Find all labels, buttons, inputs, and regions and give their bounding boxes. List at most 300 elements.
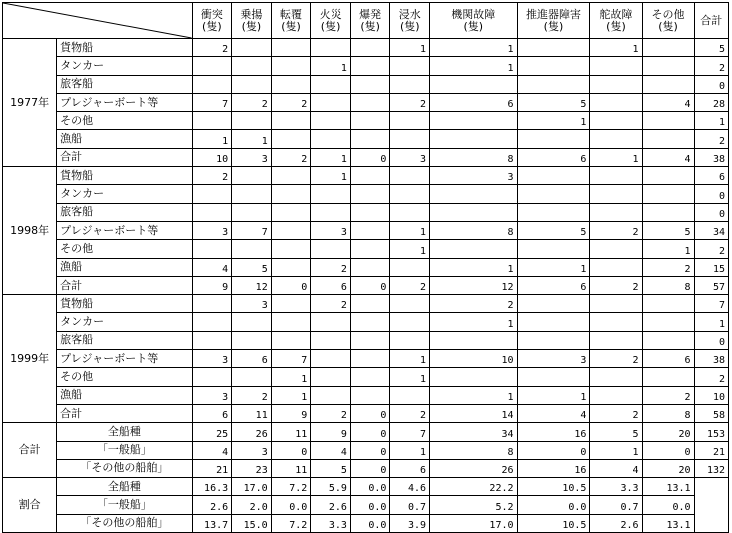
- count-cell: 1: [517, 258, 590, 276]
- row-total-cell: 5: [694, 39, 728, 57]
- table-row: [3, 313, 729, 331]
- ratio-cell: 15.0: [232, 514, 272, 532]
- count-cell: [517, 368, 590, 386]
- count-cell: 10: [430, 350, 517, 368]
- table-row: [3, 39, 729, 57]
- count-cell: [232, 185, 272, 203]
- ship-type-label: タンカー: [57, 57, 192, 75]
- count-cell: [590, 386, 642, 404]
- count-cell: [590, 295, 642, 313]
- count-cell: [642, 313, 694, 331]
- count-cell: [590, 331, 642, 349]
- count-cell: 1: [430, 39, 517, 57]
- table-row: [3, 386, 729, 404]
- count-cell: 6: [390, 459, 430, 477]
- ratio-cell: 4.6: [390, 478, 430, 496]
- row-total-cell: 153: [694, 423, 728, 441]
- count-cell: [390, 331, 430, 349]
- count-cell: [390, 386, 430, 404]
- count-cell: 5: [311, 459, 351, 477]
- count-cell: [517, 185, 590, 203]
- count-cell: [192, 75, 232, 93]
- count-cell: [271, 57, 311, 75]
- table-row: [3, 221, 729, 239]
- row-total-cell: 6: [694, 167, 728, 185]
- table-row: [3, 350, 729, 368]
- count-cell: 2: [311, 258, 351, 276]
- count-cell: [642, 57, 694, 75]
- ratio-cell: 2.6: [192, 496, 232, 514]
- ship-group-label: 全船種: [57, 478, 192, 496]
- ratio-cell: 0.0: [350, 478, 390, 496]
- ratio-cell: 17.0: [232, 478, 272, 496]
- table-row: [3, 423, 729, 441]
- count-cell: 2: [232, 93, 272, 111]
- count-cell: [271, 331, 311, 349]
- ratio-cell: 2.6: [311, 496, 351, 514]
- diagonal-line: [3, 3, 192, 38]
- count-cell: [232, 313, 272, 331]
- row-total-cell: 28: [694, 93, 728, 111]
- count-cell: [192, 240, 232, 258]
- count-cell: 3: [517, 350, 590, 368]
- row-total-cell: 10: [694, 386, 728, 404]
- ratio-cell: 17.0: [430, 514, 517, 532]
- count-cell: [642, 112, 694, 130]
- row-total-cell: 21: [694, 441, 728, 459]
- header-category: 爆発 (隻): [350, 3, 390, 39]
- count-cell: [311, 203, 351, 221]
- ship-type-label: 漁船: [57, 386, 192, 404]
- count-cell: 2: [430, 295, 517, 313]
- row-total-cell: 0: [694, 185, 728, 203]
- row-total-cell: 38: [694, 148, 728, 166]
- count-cell: [642, 39, 694, 57]
- count-cell: 1: [390, 39, 430, 57]
- count-cell: [311, 112, 351, 130]
- count-cell: [232, 368, 272, 386]
- ratio-cell: 7.2: [271, 514, 311, 532]
- count-cell: 9: [192, 276, 232, 294]
- count-cell: [271, 258, 311, 276]
- count-cell: [311, 368, 351, 386]
- count-cell: 23: [232, 459, 272, 477]
- count-cell: 1: [642, 240, 694, 258]
- ship-type-label: プレジャーボート等: [57, 93, 192, 111]
- count-cell: 1: [590, 441, 642, 459]
- count-cell: 1: [390, 441, 430, 459]
- ratio-cell: 5.2: [430, 496, 517, 514]
- count-cell: [642, 368, 694, 386]
- count-cell: 1: [390, 240, 430, 258]
- count-cell: 3: [232, 148, 272, 166]
- count-cell: 2: [271, 93, 311, 111]
- count-cell: 1: [192, 130, 232, 148]
- table-row: [3, 185, 729, 203]
- count-cell: 2: [390, 404, 430, 422]
- ratio-cell: 3.3: [590, 478, 642, 496]
- accident-table: [2, 2, 729, 533]
- ship-type-label: その他: [57, 368, 192, 386]
- count-cell: [232, 240, 272, 258]
- count-cell: 8: [430, 221, 517, 239]
- count-cell: [590, 57, 642, 75]
- count-cell: 2: [390, 93, 430, 111]
- ship-group-label: 「その他の船舶」: [57, 514, 192, 532]
- empty-cell: [694, 478, 728, 533]
- count-cell: 0: [350, 404, 390, 422]
- count-cell: 4: [590, 459, 642, 477]
- count-cell: 1: [430, 57, 517, 75]
- count-cell: 1: [311, 57, 351, 75]
- count-cell: 26: [232, 423, 272, 441]
- count-cell: [350, 39, 390, 57]
- count-cell: 16: [517, 423, 590, 441]
- count-cell: [590, 313, 642, 331]
- count-cell: [430, 112, 517, 130]
- count-cell: [192, 185, 232, 203]
- ship-type-label: 旅客船: [57, 203, 192, 221]
- count-cell: 0: [350, 441, 390, 459]
- count-cell: [590, 75, 642, 93]
- count-cell: 2: [192, 167, 232, 185]
- count-cell: [350, 313, 390, 331]
- count-cell: [390, 75, 430, 93]
- count-cell: 20: [642, 423, 694, 441]
- count-cell: 3: [311, 221, 351, 239]
- count-cell: 14: [430, 404, 517, 422]
- count-cell: [350, 167, 390, 185]
- table-row: [3, 75, 729, 93]
- count-cell: [590, 185, 642, 203]
- count-cell: 6: [430, 93, 517, 111]
- count-cell: [517, 203, 590, 221]
- count-cell: 1: [390, 221, 430, 239]
- year-label: 1999年: [3, 295, 57, 423]
- count-cell: [642, 75, 694, 93]
- count-cell: 1: [430, 386, 517, 404]
- count-cell: [271, 203, 311, 221]
- count-cell: 2: [311, 295, 351, 313]
- ship-type-label: 貨物船: [57, 167, 192, 185]
- count-cell: [271, 167, 311, 185]
- ship-type-label: 漁船: [57, 258, 192, 276]
- count-cell: [271, 313, 311, 331]
- count-cell: 4: [192, 441, 232, 459]
- header-category: 浸水 (隻): [390, 3, 430, 39]
- count-cell: 7: [232, 221, 272, 239]
- count-cell: 7: [192, 93, 232, 111]
- count-cell: 2: [232, 386, 272, 404]
- count-cell: 2: [590, 404, 642, 422]
- count-cell: [642, 331, 694, 349]
- ship-type-label: 合計: [57, 404, 192, 422]
- count-cell: 8: [642, 404, 694, 422]
- count-cell: 1: [390, 368, 430, 386]
- count-cell: [311, 313, 351, 331]
- count-cell: 0: [350, 459, 390, 477]
- ratio-cell: 0.0: [350, 514, 390, 532]
- count-cell: 6: [311, 276, 351, 294]
- count-cell: [590, 258, 642, 276]
- row-total-cell: 1: [694, 313, 728, 331]
- ship-type-label: 合計: [57, 276, 192, 294]
- count-cell: [390, 313, 430, 331]
- row-total-cell: 34: [694, 221, 728, 239]
- table-row: [3, 57, 729, 75]
- count-cell: [232, 203, 272, 221]
- count-cell: [642, 130, 694, 148]
- count-cell: [311, 185, 351, 203]
- count-cell: [350, 386, 390, 404]
- count-cell: 2: [390, 276, 430, 294]
- count-cell: [642, 185, 694, 203]
- count-cell: [232, 39, 272, 57]
- count-cell: 3: [430, 167, 517, 185]
- count-cell: 2: [590, 276, 642, 294]
- ship-type-label: タンカー: [57, 185, 192, 203]
- count-cell: 21: [192, 459, 232, 477]
- count-cell: 0: [271, 276, 311, 294]
- table-row: [3, 496, 729, 514]
- count-cell: [271, 112, 311, 130]
- ratio-group-label: 割合: [3, 478, 57, 533]
- ship-type-label: 合計: [57, 148, 192, 166]
- count-cell: [350, 258, 390, 276]
- row-total-cell: 7: [694, 295, 728, 313]
- count-cell: [590, 368, 642, 386]
- ratio-cell: 10.5: [517, 514, 590, 532]
- row-total-cell: 132: [694, 459, 728, 477]
- count-cell: [350, 185, 390, 203]
- count-cell: [517, 75, 590, 93]
- count-cell: 5: [232, 258, 272, 276]
- row-total-cell: 0: [694, 75, 728, 93]
- ratio-cell: 13.7: [192, 514, 232, 532]
- count-cell: 6: [192, 404, 232, 422]
- count-cell: [590, 112, 642, 130]
- count-cell: 1: [271, 386, 311, 404]
- row-total-cell: 38: [694, 350, 728, 368]
- ratio-cell: 10.5: [517, 478, 590, 496]
- count-cell: 0: [350, 276, 390, 294]
- ratio-cell: 13.1: [642, 478, 694, 496]
- count-cell: [390, 203, 430, 221]
- table-row: [3, 478, 729, 496]
- count-cell: 1: [232, 130, 272, 148]
- count-cell: 1: [430, 313, 517, 331]
- count-cell: 11: [271, 423, 311, 441]
- header-category: 火災 (隻): [311, 3, 351, 39]
- ship-type-label: 漁船: [57, 130, 192, 148]
- count-cell: [192, 368, 232, 386]
- count-cell: 9: [311, 423, 351, 441]
- ratio-cell: 16.3: [192, 478, 232, 496]
- count-cell: [350, 203, 390, 221]
- count-cell: [311, 39, 351, 57]
- count-cell: 1: [590, 148, 642, 166]
- table-row: [3, 295, 729, 313]
- count-cell: [271, 130, 311, 148]
- ratio-cell: 0.0: [271, 496, 311, 514]
- table-row: [3, 441, 729, 459]
- count-cell: [311, 93, 351, 111]
- count-cell: 1: [517, 386, 590, 404]
- count-cell: 1: [311, 167, 351, 185]
- count-cell: [430, 368, 517, 386]
- count-cell: [311, 386, 351, 404]
- count-cell: [590, 167, 642, 185]
- row-total-cell: 57: [694, 276, 728, 294]
- count-cell: 8: [642, 276, 694, 294]
- year-label: 1998年: [3, 167, 57, 295]
- row-total-cell: 1: [694, 112, 728, 130]
- count-cell: 3: [232, 295, 272, 313]
- count-cell: [192, 295, 232, 313]
- count-cell: [517, 295, 590, 313]
- count-cell: 5: [517, 93, 590, 111]
- count-cell: [517, 167, 590, 185]
- count-cell: 0: [642, 441, 694, 459]
- count-cell: 3: [390, 148, 430, 166]
- ship-group-label: 全船種: [57, 423, 192, 441]
- ship-group-label: 「その他の船舶」: [57, 459, 192, 477]
- count-cell: [390, 167, 430, 185]
- count-cell: [350, 295, 390, 313]
- count-cell: 8: [430, 148, 517, 166]
- row-total-cell: 0: [694, 331, 728, 349]
- count-cell: [271, 240, 311, 258]
- count-cell: 16: [517, 459, 590, 477]
- ratio-cell: 2.6: [590, 514, 642, 532]
- table-row: [3, 331, 729, 349]
- count-cell: [590, 93, 642, 111]
- count-cell: 10: [192, 148, 232, 166]
- row-total-cell: 2: [694, 130, 728, 148]
- count-cell: 4: [642, 148, 694, 166]
- count-cell: 6: [232, 350, 272, 368]
- header-category: 推進器障害 (隻): [517, 3, 590, 39]
- count-cell: 5: [590, 423, 642, 441]
- count-cell: 2: [590, 221, 642, 239]
- count-cell: 0: [350, 423, 390, 441]
- count-cell: [232, 112, 272, 130]
- count-cell: [271, 75, 311, 93]
- header-category: 転覆 (隻): [271, 3, 311, 39]
- count-cell: [311, 75, 351, 93]
- count-cell: [311, 350, 351, 368]
- count-cell: [350, 331, 390, 349]
- count-cell: 7: [390, 423, 430, 441]
- count-cell: 1: [390, 350, 430, 368]
- count-cell: 1: [517, 112, 590, 130]
- count-cell: [350, 130, 390, 148]
- header-total: 合計: [694, 3, 728, 39]
- count-cell: [350, 350, 390, 368]
- count-cell: [350, 112, 390, 130]
- corner-cell: [3, 3, 193, 39]
- count-cell: [430, 331, 517, 349]
- count-cell: 2: [192, 39, 232, 57]
- ratio-cell: 7.2: [271, 478, 311, 496]
- count-cell: [311, 331, 351, 349]
- ship-type-label: その他: [57, 240, 192, 258]
- count-cell: [232, 167, 272, 185]
- count-cell: [430, 75, 517, 93]
- count-cell: [350, 368, 390, 386]
- ratio-cell: 0.7: [590, 496, 642, 514]
- table-row: [3, 112, 729, 130]
- count-cell: [430, 203, 517, 221]
- count-cell: 1: [271, 368, 311, 386]
- count-cell: 2: [642, 386, 694, 404]
- table-row: [3, 276, 729, 294]
- count-cell: 12: [430, 276, 517, 294]
- count-cell: [232, 331, 272, 349]
- count-cell: [390, 295, 430, 313]
- table-row: [3, 258, 729, 276]
- ratio-cell: 3.9: [390, 514, 430, 532]
- ship-type-label: プレジャーボート等: [57, 350, 192, 368]
- count-cell: [430, 240, 517, 258]
- count-cell: [642, 295, 694, 313]
- header-row: [3, 3, 729, 39]
- header-category: 機関故障 (隻): [430, 3, 517, 39]
- count-cell: 6: [517, 276, 590, 294]
- count-cell: 0: [517, 441, 590, 459]
- count-cell: 3: [192, 221, 232, 239]
- year-label: 1977年: [3, 39, 57, 167]
- count-cell: 26: [430, 459, 517, 477]
- ratio-cell: 2.0: [232, 496, 272, 514]
- count-cell: 6: [642, 350, 694, 368]
- count-cell: [192, 57, 232, 75]
- row-total-cell: 58: [694, 404, 728, 422]
- count-cell: 11: [232, 404, 272, 422]
- table-row: [3, 130, 729, 148]
- count-cell: 5: [642, 221, 694, 239]
- ship-type-label: 旅客船: [57, 75, 192, 93]
- ratio-cell: 3.3: [311, 514, 351, 532]
- count-cell: 34: [430, 423, 517, 441]
- ship-type-label: 貨物船: [57, 295, 192, 313]
- count-cell: [390, 258, 430, 276]
- count-cell: [350, 75, 390, 93]
- count-cell: [590, 203, 642, 221]
- count-cell: [390, 185, 430, 203]
- count-cell: 1: [430, 258, 517, 276]
- count-cell: [517, 57, 590, 75]
- count-cell: [517, 130, 590, 148]
- ship-type-label: その他: [57, 112, 192, 130]
- count-cell: [311, 130, 351, 148]
- ratio-cell: 0.0: [642, 496, 694, 514]
- count-cell: 4: [642, 93, 694, 111]
- count-cell: [232, 75, 272, 93]
- count-cell: 1: [311, 148, 351, 166]
- table-row: [3, 459, 729, 477]
- ship-type-label: 旅客船: [57, 331, 192, 349]
- count-cell: 12: [232, 276, 272, 294]
- count-cell: [192, 313, 232, 331]
- count-cell: 0: [271, 441, 311, 459]
- table-row: [3, 148, 729, 166]
- count-cell: [430, 130, 517, 148]
- count-cell: 3: [232, 441, 272, 459]
- count-cell: [192, 203, 232, 221]
- count-cell: [192, 331, 232, 349]
- count-cell: [590, 130, 642, 148]
